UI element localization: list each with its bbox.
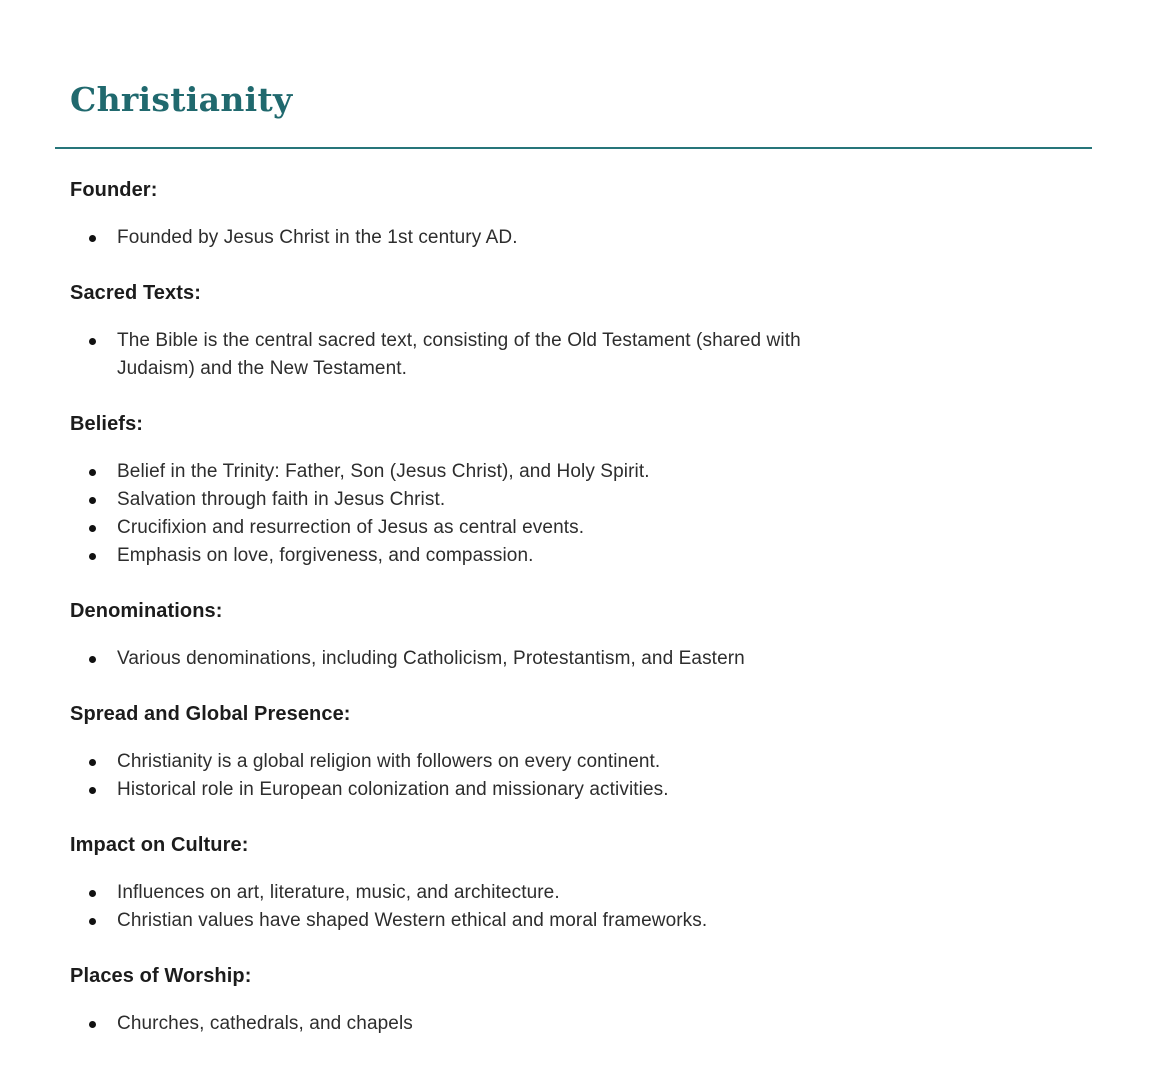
list-item xyxy=(89,907,1092,935)
bullet-icon xyxy=(89,525,96,532)
bullet-icon xyxy=(89,235,96,242)
bullet-list-impact-on-culture xyxy=(70,879,1092,935)
bullet-icon xyxy=(89,497,96,504)
bullet-text: Christian values have shaped Western ethical and moral frameworks. xyxy=(117,910,708,931)
bullet-list-sacred-texts xyxy=(70,327,1092,383)
list-item xyxy=(89,645,1092,673)
bullet-icon xyxy=(89,918,96,925)
bullet-text: Salvation through faith in Jesus Christ. xyxy=(117,489,446,510)
bullet-text: Churches, cathedrals, and chapels xyxy=(117,1013,413,1034)
bullet-text: Belief in the Trinity: Father, Son (Jesus Christ), and Holy Spirit. xyxy=(117,461,650,482)
bullet-icon xyxy=(89,553,96,560)
list-item xyxy=(89,1010,1092,1038)
bullet-text: The Bible is the central sacred text, consisting of the Old Testament (shared with Judaism) and the New Testament. xyxy=(117,330,801,379)
bullet-text: Founded by Jesus Christ in the 1st century AD. xyxy=(117,227,518,248)
bullet-text: Christianity is a global religion with followers on every continent. xyxy=(117,751,661,772)
list-item xyxy=(89,327,1092,383)
bullet-list-places-of-worship xyxy=(70,1010,1092,1038)
bullet-icon xyxy=(89,1021,96,1028)
section-heading-impact-on-culture: Impact on Culture: xyxy=(70,834,249,856)
bullet-list-founder xyxy=(70,224,1092,252)
bullet-list-denominations xyxy=(70,645,1092,673)
list-item xyxy=(89,748,1092,776)
section-heading-denominations: Denominations: xyxy=(70,600,223,622)
page-title: Christianity xyxy=(70,80,293,119)
bullet-icon xyxy=(89,338,96,345)
bullet-icon xyxy=(89,890,96,897)
bullet-text: Influences on art, literature, music, and architecture. xyxy=(117,882,560,903)
list-item xyxy=(89,542,1092,570)
bullet-text: Various denominations, including Catholicism, Protestantism, and Eastern xyxy=(117,648,745,669)
list-item xyxy=(89,879,1092,907)
list-item xyxy=(89,458,1092,486)
bullet-icon xyxy=(89,787,96,794)
bullet-icon xyxy=(89,469,96,476)
title-divider xyxy=(55,147,1092,149)
section-heading-spread-global-presence: Spread and Global Presence: xyxy=(70,703,351,725)
section-heading-founder: Founder: xyxy=(70,179,158,201)
list-item xyxy=(89,776,1092,804)
section-heading-sacred-texts: Sacred Texts: xyxy=(70,282,201,304)
list-item xyxy=(89,224,1092,252)
bullet-icon xyxy=(89,759,96,766)
bullet-text: Emphasis on love, forgiveness, and compassion. xyxy=(117,545,534,566)
list-item xyxy=(89,514,1092,542)
bullet-text: Crucifixion and resurrection of Jesus as central events. xyxy=(117,517,585,538)
bullet-list-spread-global-presence xyxy=(70,748,1092,804)
section-heading-places-of-worship: Places of Worship: xyxy=(70,965,252,987)
bullet-text: Historical role in European colonization and missionary activities. xyxy=(117,779,669,800)
bullet-list-beliefs xyxy=(70,458,1092,570)
bullet-icon xyxy=(89,656,96,663)
list-item xyxy=(89,486,1092,514)
section-heading-beliefs: Beliefs: xyxy=(70,413,144,435)
